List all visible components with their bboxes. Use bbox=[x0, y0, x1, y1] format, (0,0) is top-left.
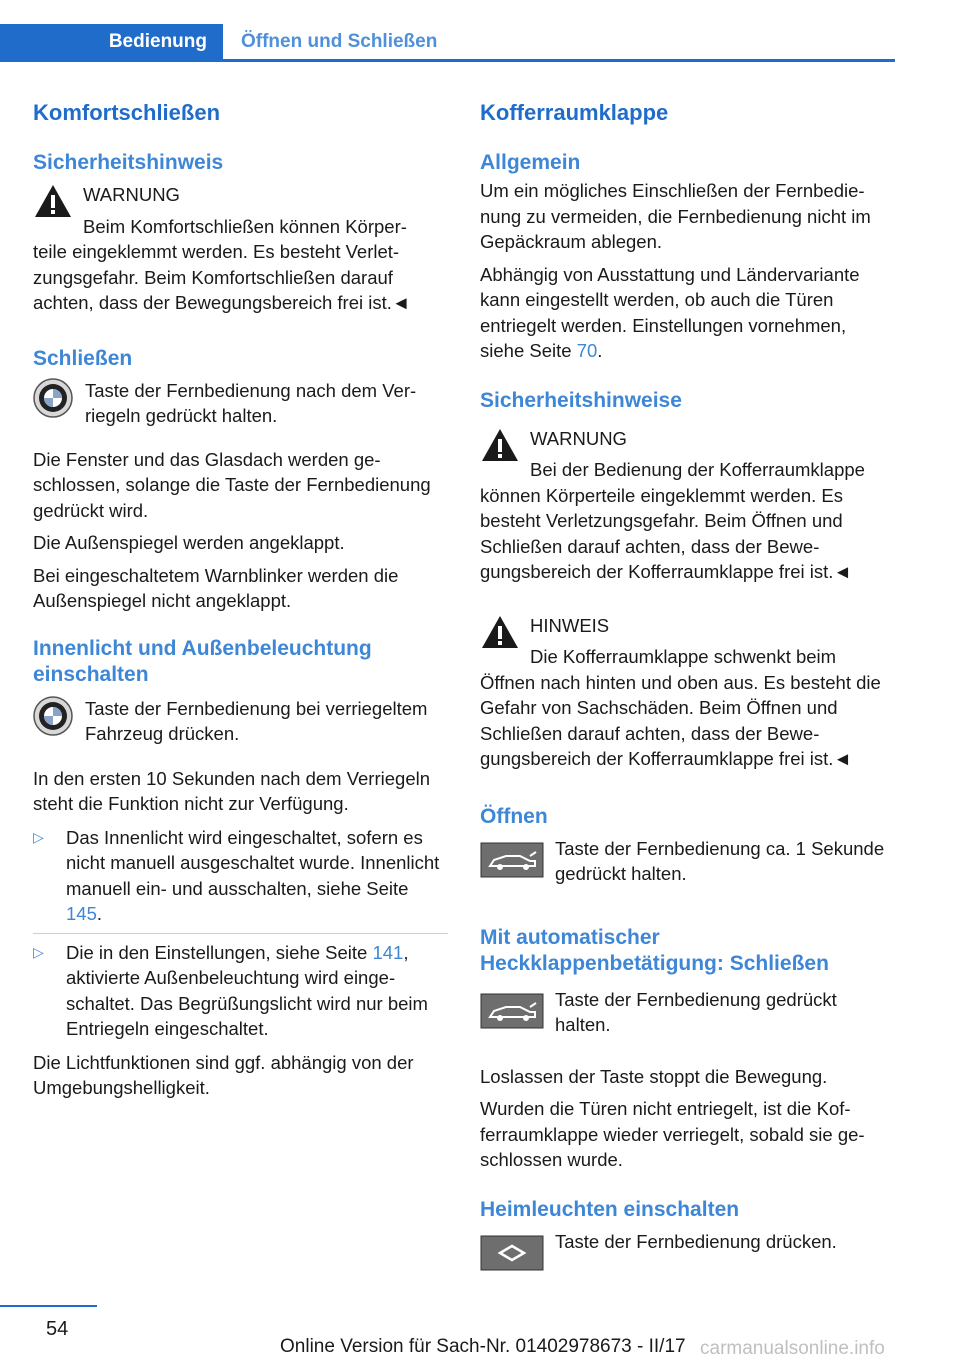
left-column bbox=[33, 100, 448, 1101]
page-link-70[interactable]: 70 bbox=[576, 340, 598, 361]
home-key-block bbox=[480, 1229, 895, 1255]
right-column bbox=[480, 100, 895, 1254]
close-key-block bbox=[33, 378, 448, 429]
warning-triangle-icon bbox=[480, 426, 520, 464]
warning-text: teile eingeklemmt werden. Es besteht Verletzungsgefahr. Beim Komfortschließen darauf achten, dass der Bewegungsbereich frei ist.◄ bbox=[33, 241, 411, 313]
notice-block bbox=[480, 613, 895, 772]
diamond-light-key-icon bbox=[480, 1235, 544, 1271]
heading-innenlicht: Innenlicht und Außenbeleuchtung einschalten bbox=[33, 636, 372, 686]
section-title-kofferraumklappe: Kofferraumklappe bbox=[480, 100, 669, 125]
page-header bbox=[0, 24, 895, 62]
auto-paragraph-2: Wurden die Türen nicht entriegelt, ist die Kofferraumklappe wieder verriegelt, sobald sie geschlossen wurde. bbox=[480, 1098, 865, 1170]
open-key-text: Taste der Fernbedienung ca. 1 Sekunde gedrückt halten. bbox=[555, 837, 885, 884]
close-paragraph-1: Die Fenster und das Glasdach werden geschlossen, solange die Taste der Fernbedienung gedrückt wird. bbox=[33, 448, 431, 521]
heading-oeffnen: Öffnen bbox=[480, 804, 548, 828]
auto-paragraph-1: Loslassen der Taste stoppt die Bewegung. bbox=[480, 1065, 828, 1087]
warning-text: können Körperteile eingeklemmt werden. Es besteht Verletzungsgefahr. Beim Öffnen und Schließen darauf achten, dass der Bewegungsbereich der Kofferraumklappe frei ist.◄ bbox=[480, 484, 852, 582]
heading-sicherheitshinweis: Sicherheitshinweis bbox=[33, 151, 224, 174]
light-key-text: Taste der Fernbedienung bei verriegeltem Fahrzeug drücken. bbox=[85, 697, 428, 744]
notice-text: Öffnen nach hinten und oben aus. Es besteht die Gefahr von Sachschäden. Beim Öffnen und Schließen darauf achten, dass der Bewegungsbereich der Kofferraumklappe frei ist.◄ bbox=[480, 671, 881, 769]
light-key-block bbox=[33, 696, 448, 747]
heading-allgemein: Allgemein bbox=[480, 151, 581, 174]
page-number: 54 bbox=[46, 1318, 69, 1340]
list-item: ▷ Das Innenlicht wird eingeschaltet, sofern es nicht manuell ausgeschaltet wurde. Innenlicht manuell ein- und ausschalten, siehe Seite 145. bbox=[33, 819, 448, 934]
section-title-komfortschliessen: Komfortschließen bbox=[33, 100, 221, 125]
heading-automatisch: Mit automatischer Heckklappenbetätigung: Schließen bbox=[480, 925, 829, 975]
home-key-text: Taste der Fernbedienung drücken. bbox=[555, 1230, 837, 1252]
footer-rule bbox=[0, 1305, 97, 1307]
heading-heimleuchten: Heimleuchten einschalten bbox=[480, 1197, 740, 1221]
car-trunk-key-icon bbox=[480, 842, 544, 878]
auto-key-block bbox=[480, 987, 895, 1038]
car-trunk-key-icon bbox=[480, 993, 544, 1029]
general-paragraph-1: Um ein mögliches Einschließen der Fernbedienung zu vermeiden, die Fernbedienung nicht im Gepäckraum ablegen. bbox=[480, 180, 871, 252]
open-key-block bbox=[480, 836, 895, 887]
auto-key-text: Taste der Fernbedienung gedrückt halten. bbox=[555, 988, 837, 1035]
warning-line1: Beim Komfortschließen können Körper- bbox=[83, 215, 407, 237]
bmw-logo-key-icon bbox=[33, 696, 73, 736]
light-bullet-list bbox=[33, 819, 448, 1048]
close-paragraph-3: Bei eingeschaltetem Warnblinker werden die Außenspiegel nicht angeklappt. bbox=[33, 564, 399, 611]
bmw-logo-key-icon bbox=[33, 378, 73, 418]
close-key-text: Taste der Fernbedienung nach dem Verriegeln gedrückt halten. bbox=[85, 379, 417, 426]
general-paragraph-2: Abhängig von Ausstattung und Ländervariante kann eingestellt werden, ob auch die Türen entriegelt werden. Einstellungen vornehmen, siehe Seite 70. bbox=[480, 263, 860, 361]
tab-section[interactable]: Öffnen und Schließen bbox=[241, 31, 438, 52]
warning-triangle-icon bbox=[480, 613, 520, 651]
footer-online-version: Online Version für Sach-Nr. 01402978673 - II/17 bbox=[280, 1336, 686, 1357]
warning-triangle-icon bbox=[33, 182, 73, 220]
warning-block bbox=[480, 426, 895, 585]
notice-label: HINWEIS bbox=[530, 614, 610, 636]
triangle-bullet-icon: ▷ bbox=[33, 943, 44, 960]
warning-block bbox=[33, 182, 448, 316]
list-item: ▷ Die in den Einstellungen, siehe Seite 141, aktivierte Außenbeleuchtung wird eingeschaltet. Das Begrüßungslicht wird nur beim Entriegeln eingeschaltet. bbox=[33, 941, 428, 1039]
light-paragraph-2: Die Lichtfunktionen sind ggf. abhängig von der Umgebungshelligkeit. bbox=[33, 1051, 414, 1098]
page-link-141[interactable]: 141 bbox=[372, 941, 404, 963]
heading-sicherheitshinweise: Sicherheitshinweise bbox=[480, 388, 682, 412]
watermark: carmanualsonline.info bbox=[700, 1338, 885, 1359]
close-paragraph-2: Die Außenspiegel werden angeklappt. bbox=[33, 532, 345, 553]
warning-label: WARNUNG bbox=[530, 427, 627, 449]
page-link-145[interactable]: 145 bbox=[66, 903, 97, 924]
warning-line1: Bei der Bedienung der Kofferraumklappe bbox=[530, 459, 865, 480]
light-paragraph-1: In den ersten 10 Sekunden nach dem Verriegeln steht die Funktion nicht zur Verfügung. bbox=[33, 767, 431, 814]
notice-line1: Die Kofferraumklappe schwenkt beim bbox=[530, 646, 837, 667]
tab-bedienung[interactable]: Bedienung bbox=[0, 24, 223, 59]
triangle-bullet-icon: ▷ bbox=[33, 828, 44, 845]
warning-label: WARNUNG bbox=[83, 184, 180, 205]
heading-schliessen: Schließen bbox=[33, 346, 133, 370]
